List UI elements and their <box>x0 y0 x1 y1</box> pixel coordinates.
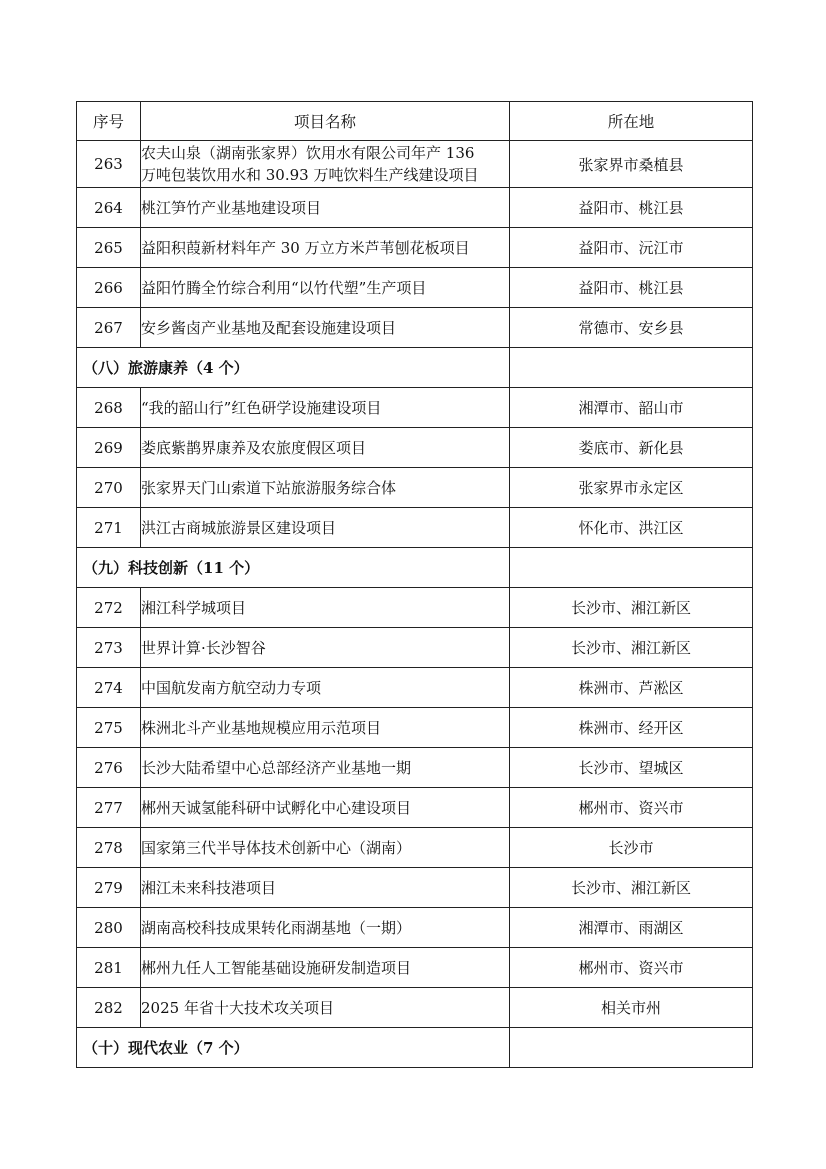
section-empty-cell <box>510 548 753 588</box>
row-location: 怀化市、洪江区 <box>510 508 753 548</box>
row-no: 264 <box>77 188 141 228</box>
row-name: 娄底紫鹊界康养及农旅度假区项目 <box>141 428 510 468</box>
row-name: 国家第三代半导体技术创新中心（湖南） <box>141 828 510 868</box>
row-no: 276 <box>77 748 141 788</box>
row-name: 株洲北斗产业基地规模应用示范项目 <box>141 708 510 748</box>
section-title: （九）科技创新（11 个） <box>77 548 510 588</box>
section-row <box>77 348 753 388</box>
row-no: 267 <box>77 308 141 348</box>
row-no: 263 <box>77 141 141 188</box>
row-no: 268 <box>77 388 141 428</box>
row-no: 274 <box>77 668 141 708</box>
table-header-row <box>77 102 753 141</box>
table-row <box>77 228 753 268</box>
row-name: 湘江未来科技港项目 <box>141 868 510 908</box>
row-location: 益阳市、桃江县 <box>510 268 753 308</box>
row-name: 2025 年省十大技术攻关项目 <box>141 988 510 1028</box>
row-location: 湘潭市、雨湖区 <box>510 908 753 948</box>
table-row <box>77 988 753 1028</box>
row-name: 益阳积葭新材料年产 30 万立方米芦苇刨花板项目 <box>141 228 510 268</box>
row-location: 娄底市、新化县 <box>510 428 753 468</box>
table-row <box>77 141 753 188</box>
table-row <box>77 588 753 628</box>
table-row <box>77 828 753 868</box>
row-no: 270 <box>77 468 141 508</box>
section-title: （十）现代农业（7 个） <box>77 1028 510 1068</box>
row-name: 益阳竹腾全竹综合利用“以竹代塑”生产项目 <box>141 268 510 308</box>
row-location: 郴州市、资兴市 <box>510 788 753 828</box>
row-location: 益阳市、桃江县 <box>510 188 753 228</box>
table-row <box>77 468 753 508</box>
row-location: 张家界市桑植县 <box>510 141 753 188</box>
row-no: 269 <box>77 428 141 468</box>
table-row <box>77 508 753 548</box>
table-row <box>77 268 753 308</box>
table-row <box>77 308 753 348</box>
row-name: 郴州天诚氢能科研中试孵化中心建设项目 <box>141 788 510 828</box>
row-location: 益阳市、沅江市 <box>510 228 753 268</box>
row-location: 郴州市、资兴市 <box>510 948 753 988</box>
table-row <box>77 628 753 668</box>
row-name: “我的韶山行”红色研学设施建设项目 <box>141 388 510 428</box>
row-name: 张家界天门山索道下站旅游服务综合体 <box>141 468 510 508</box>
table-row <box>77 428 753 468</box>
row-name: 中国航发南方航空动力专项 <box>141 668 510 708</box>
section-title: （八）旅游康养（4 个） <box>77 348 510 388</box>
row-name: 洪江古商城旅游景区建设项目 <box>141 508 510 548</box>
row-no: 271 <box>77 508 141 548</box>
row-no: 275 <box>77 708 141 748</box>
row-location: 长沙市、望城区 <box>510 748 753 788</box>
header-no: 序号 <box>77 102 141 141</box>
row-no: 280 <box>77 908 141 948</box>
row-name: 郴州九任人工智能基础设施研发制造项目 <box>141 948 510 988</box>
section-empty-cell <box>510 348 753 388</box>
table-row <box>77 868 753 908</box>
row-no: 278 <box>77 828 141 868</box>
table-row <box>77 748 753 788</box>
header-location: 所在地 <box>510 102 753 141</box>
row-location: 株洲市、经开区 <box>510 708 753 748</box>
row-location: 长沙市 <box>510 828 753 868</box>
table-row <box>77 788 753 828</box>
row-no: 266 <box>77 268 141 308</box>
row-location: 长沙市、湘江新区 <box>510 868 753 908</box>
row-location: 相关市州 <box>510 988 753 1028</box>
table-row <box>77 908 753 948</box>
row-name: 世界计算·长沙智谷 <box>141 628 510 668</box>
section-row <box>77 548 753 588</box>
row-no: 282 <box>77 988 141 1028</box>
row-location: 常德市、安乡县 <box>510 308 753 348</box>
row-name: 安乡酱卤产业基地及配套设施建设项目 <box>141 308 510 348</box>
row-location: 长沙市、湘江新区 <box>510 588 753 628</box>
row-name: 桃江笋竹产业基地建设项目 <box>141 188 510 228</box>
table-row <box>77 948 753 988</box>
table-row <box>77 668 753 708</box>
header-name: 项目名称 <box>141 102 510 141</box>
row-name-line2: 万吨包装饮用水和 30.93 万吨饮料生产线建设项目 <box>141 166 479 184</box>
row-no: 279 <box>77 868 141 908</box>
row-no: 273 <box>77 628 141 668</box>
section-empty-cell <box>510 1028 753 1068</box>
table-row <box>77 388 753 428</box>
row-no: 281 <box>77 948 141 988</box>
row-name: 湘江科学城项目 <box>141 588 510 628</box>
table-row <box>77 708 753 748</box>
row-name-line1: 农夫山泉（湖南张家界）饮用水有限公司年产 136 <box>141 144 475 162</box>
row-name: 长沙大陆希望中心总部经济产业基地一期 <box>141 748 510 788</box>
row-location: 湘潭市、韶山市 <box>510 388 753 428</box>
row-no: 277 <box>77 788 141 828</box>
row-location: 张家界市永定区 <box>510 468 753 508</box>
section-row <box>77 1028 753 1068</box>
row-no: 265 <box>77 228 141 268</box>
table-row <box>77 188 753 228</box>
row-location: 株洲市、芦淞区 <box>510 668 753 708</box>
project-table <box>76 101 753 1068</box>
row-location: 长沙市、湘江新区 <box>510 628 753 668</box>
row-no: 272 <box>77 588 141 628</box>
row-name <box>141 141 510 188</box>
row-name: 湖南高校科技成果转化雨湖基地（一期） <box>141 908 510 948</box>
